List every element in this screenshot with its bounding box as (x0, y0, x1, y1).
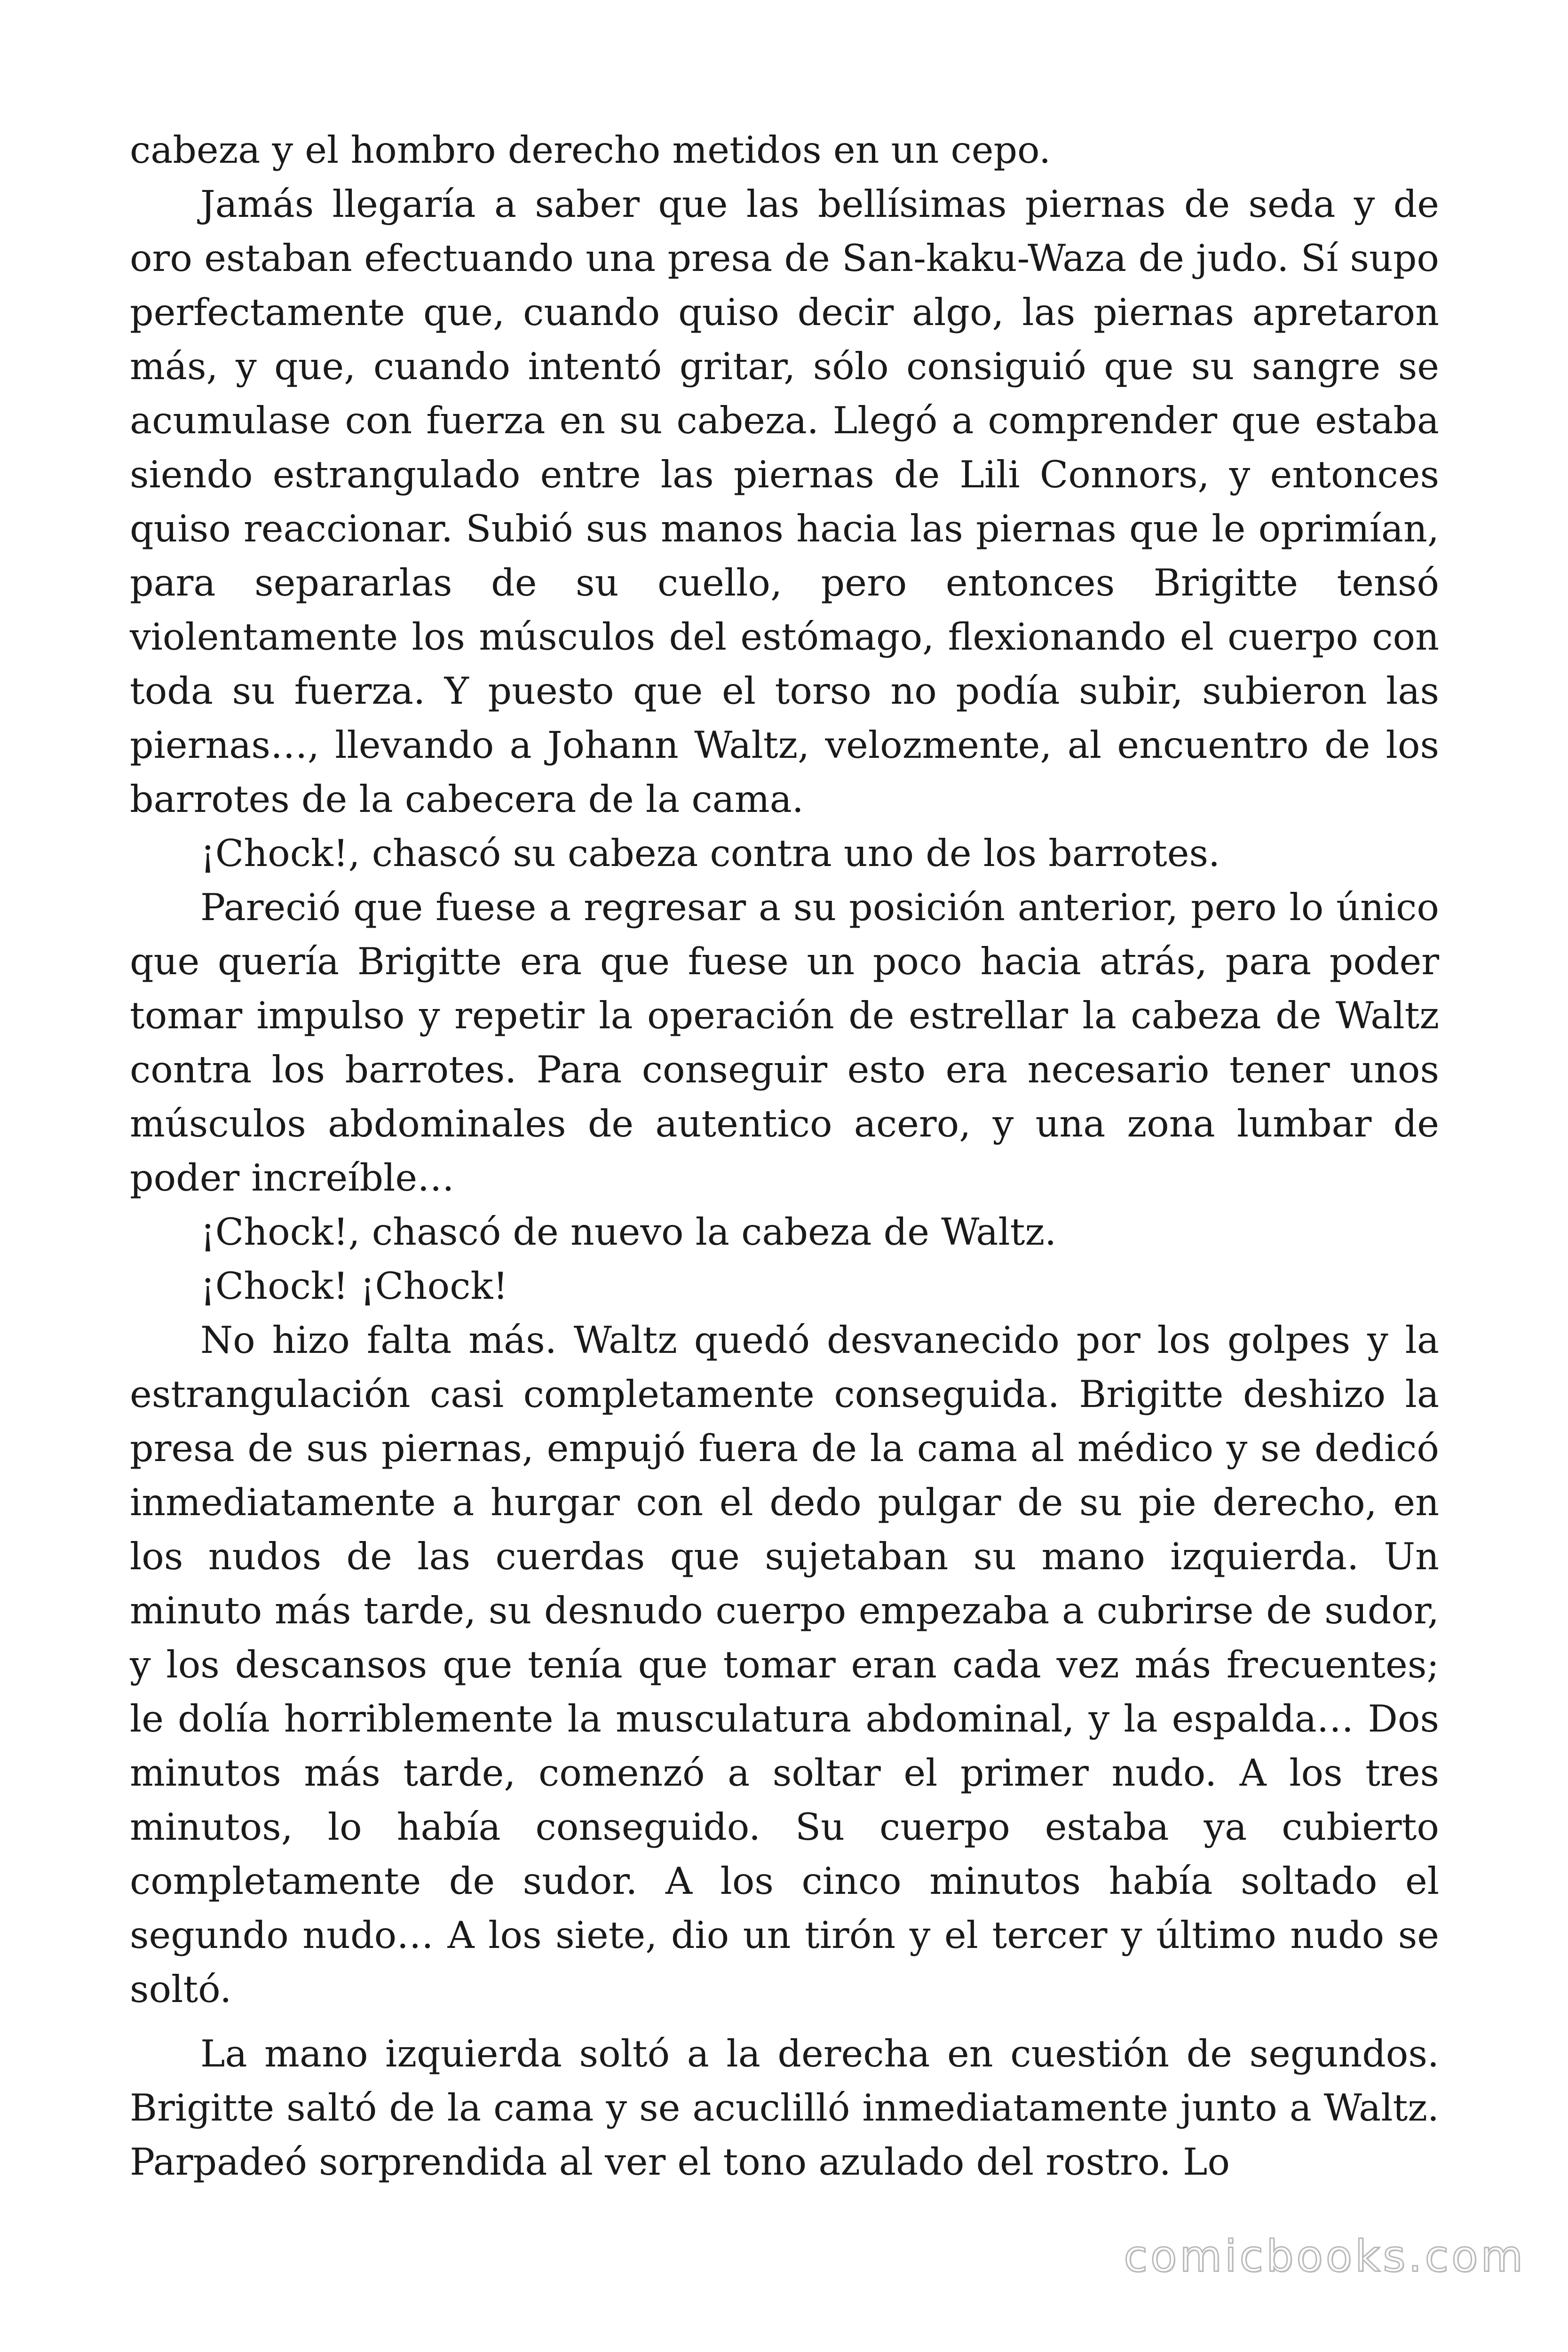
paragraph-2: Jamás llegaría a saber que las bellísimas piernas de seda y de oro estaban efectuando una presa de San-kaku-Waza de judo. Sí supo perfectamente que, cuando quiso decir algo, las piernas apretaron más, y que, cuando intentó gritar, sólo consiguió que su sangre se acumulase con fuerza en su cabeza. Llegó a comprender que estaba siendo estrangulado entre las piernas de Lili Connors, y entonces quiso reaccionar. Subió sus manos hacia las piernas que le oprimían, para separarlas de su cuello, pero entonces Brigitte tensó violentamente los músculos del estómago, flexionando el cuerpo con toda su fuerza. Y puesto que el torso no podía subir, subieron las piernas…, llevando a Johann Waltz, velozmente, al encuentro de los barrotes de la cabecera de la cama. (130, 183, 1439, 821)
page-body (130, 123, 1439, 2240)
paragraph-8: La mano izquierda soltó a la derecha en cuestión de segundos. Brigitte saltó de la cama y se acuclilló inmediatamente junto a Waltz. Parpadeó sorprendida al ver el tono azulado del rostro. Lo (130, 2032, 1439, 2184)
site-watermark: comicbooks.com (1124, 2231, 1526, 2281)
paragraph-1: cabeza y el hombro derecho metidos en un cepo. (130, 128, 1051, 172)
paragraph-5: ¡Chock!, chascó de nuevo la cabeza de Waltz. (200, 1210, 1057, 1254)
paragraph-7: No hizo falta más. Waltz quedó desvanecido por los golpes y la estrangulación casi completamente conseguida. Brigitte deshizo la presa de sus piernas, empujó fuera de la cama al médico y se dedicó inmediatamente a hurgar con el dedo pulgar de su pie derecho, en los nudos de las cuerdas que sujetaban su mano izquierda. Un minuto más tarde, su desnudo cuerpo empezaba a cubrirse de sudor, y los descansos que tenía que tomar eran cada vez más frecuentes; le dolía horriblemente la musculatura abdominal, y la espalda… Dos minutos más tarde, comenzó a soltar el primer nudo. A los tres minutos, lo había conseguido. Su cuerpo estaba ya cubierto completamente de sudor. A los cinco minutos había soltado el segundo nudo… A los siete, dio un tirón y el tercer y último nudo se soltó. (130, 1319, 1439, 2011)
paragraph-4: Pareció que fuese a regresar a su posición anterior, pero lo único que quería Brigitte era que fuese un poco hacia atrás, para poder tomar impulso y repetir la operación de estrellar la cabeza de Waltz contra los barrotes. Para conseguir esto era necesario tener unos músculos abdominales de autentico acero, y una zona lumbar de poder increíble… (130, 886, 1439, 1200)
paragraph-3: ¡Chock!, chascó su cabeza contra uno de los barrotes. (200, 832, 1220, 875)
paragraph-6: ¡Chock! ¡Chock! (200, 1264, 508, 1308)
